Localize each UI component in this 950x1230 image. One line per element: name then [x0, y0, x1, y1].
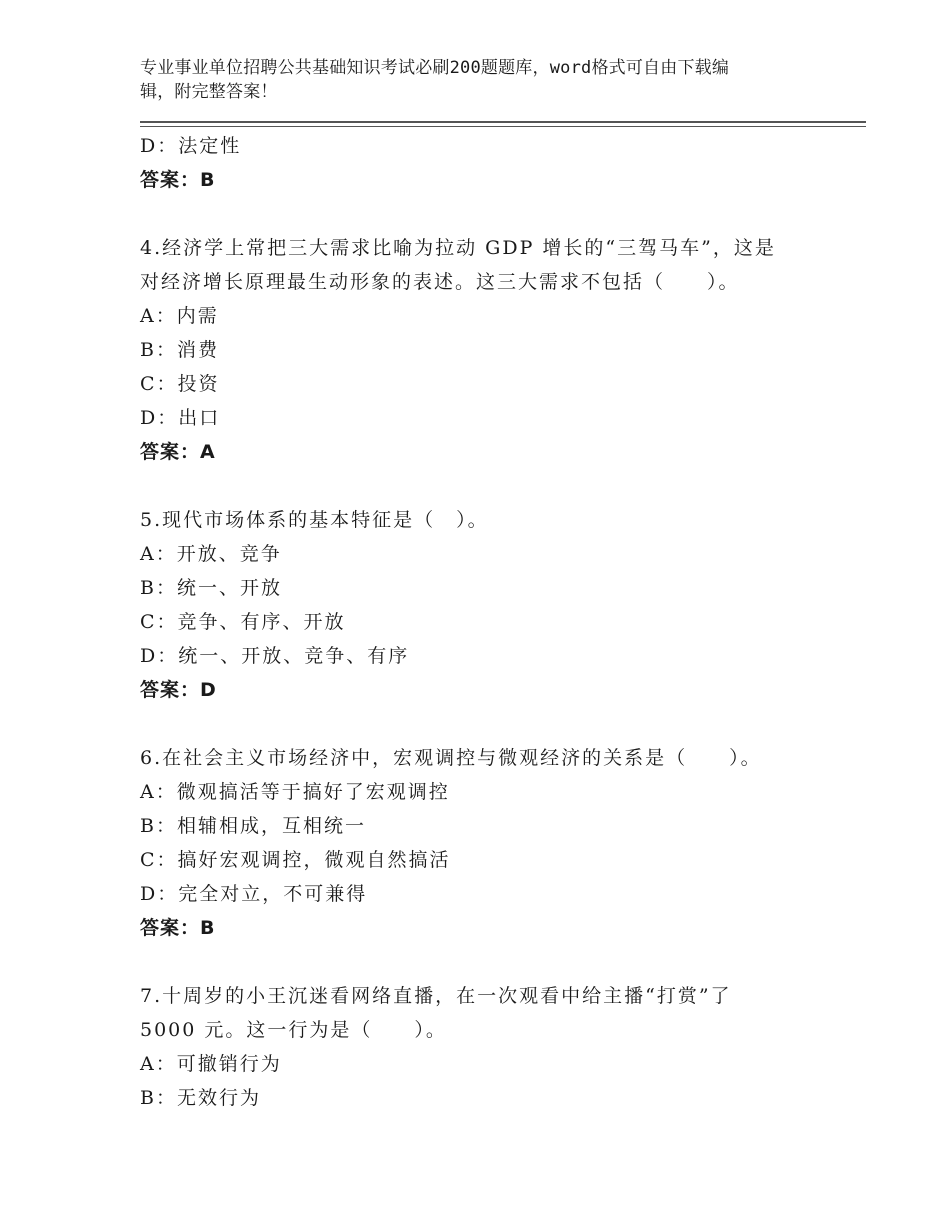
option-d: D：出口: [140, 407, 221, 429]
prev-option-d: D：法定性: [140, 135, 242, 157]
answer: 答案：D: [140, 679, 217, 701]
option-a: A：开放、竞争: [140, 543, 282, 565]
question-stem-line: 6.在社会主义市场经济中，宏观调控与微观经济的关系是（ ）。: [140, 747, 762, 769]
option-c: C：投资: [140, 373, 220, 395]
option-a: A：微观搞活等于搞好了宏观调控: [140, 781, 450, 803]
option-d: D：统一、开放、竞争、有序: [140, 645, 410, 667]
question-6: [140, 741, 870, 945]
question-stem-line: 对经济增长原理最生动形象的表述。这三大需求不包括（ ）。: [140, 271, 740, 293]
spacer: [140, 945, 870, 979]
option-c: C：搞好宏观调控，微观自然搞活: [140, 849, 451, 871]
header-divider-thick: [140, 121, 866, 123]
question-stem-line: 5000 元。这一行为是（ ）。: [140, 1019, 447, 1041]
answer: 答案：B: [140, 917, 216, 939]
question-stem-line: 5.现代市场体系的基本特征是（ ）。: [140, 509, 489, 531]
option-c: C：竞争、有序、开放: [140, 611, 346, 633]
question-stem-line: 4.经济学上常把三大需求比喻为拉动 GDP 增长的“三驾马车”，这是: [140, 237, 776, 259]
option-b: B：统一、开放: [140, 577, 282, 599]
question-7: [140, 979, 870, 1115]
question-stem-line: 7.十周岁的小王沉迷看网络直播，在一次观看中给主播“打赏”了: [140, 985, 732, 1007]
question-list: [140, 129, 870, 1115]
page-header: [140, 56, 790, 104]
spacer: [140, 469, 870, 503]
question-5: [140, 503, 870, 707]
option-b: B：消费: [140, 339, 219, 361]
header-line-1: 专业事业单位招聘公共基础知识考试必刷200题题库，word格式可自由下载编: [140, 58, 730, 78]
option-b: B：相辅相成，互相统一: [140, 815, 366, 837]
option-d: D：完全对立，不可兼得: [140, 883, 368, 905]
spacer: [140, 707, 870, 741]
question-4: [140, 231, 870, 469]
option-a: A：内需: [140, 305, 219, 327]
option-a: A：可撤销行为: [140, 1053, 282, 1075]
option-b: B：无效行为: [140, 1087, 261, 1109]
prev-answer: 答案：B: [140, 169, 216, 191]
header-line-2: 辑，附完整答案！: [140, 82, 278, 102]
answer: 答案：A: [140, 441, 216, 463]
header-divider-thin: [140, 126, 866, 127]
spacer: [140, 197, 870, 231]
